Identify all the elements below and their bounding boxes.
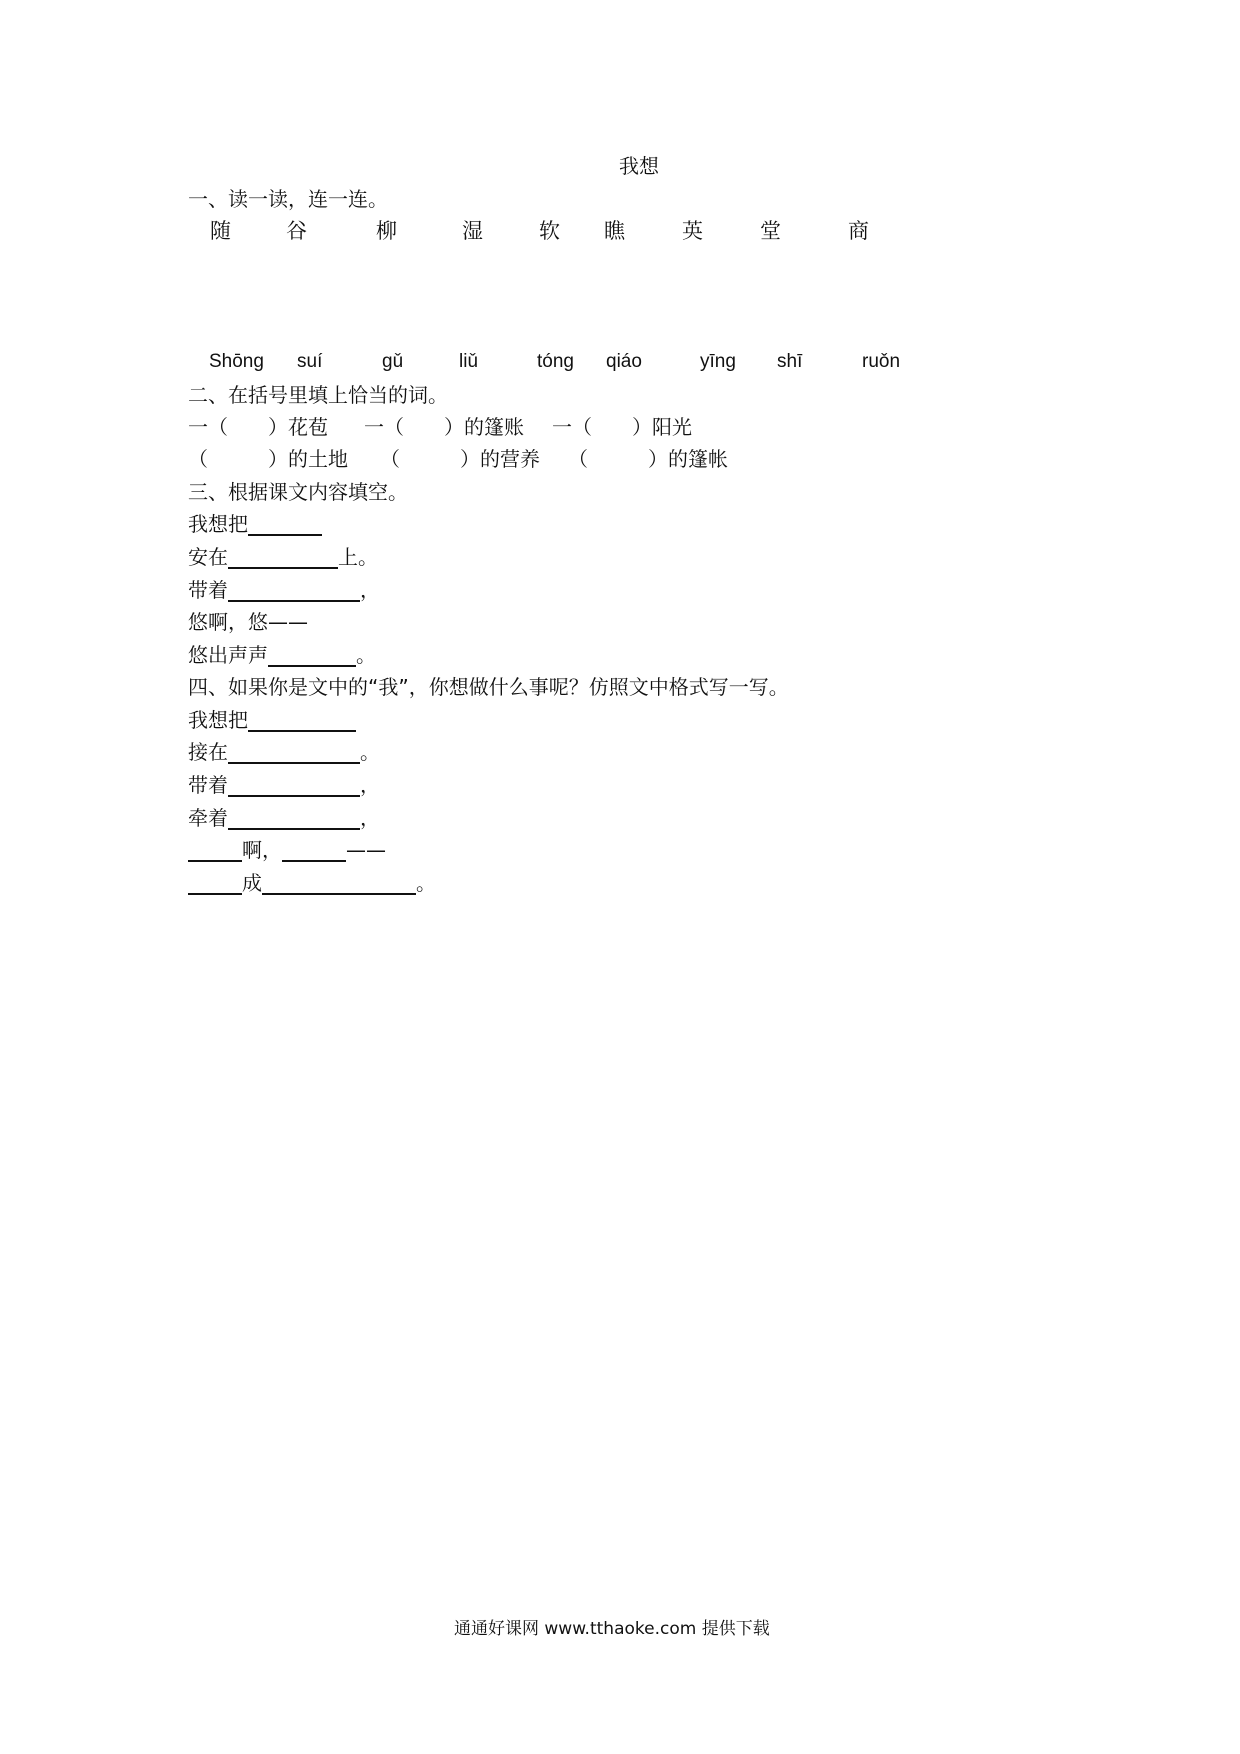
- pinyin: tóng: [537, 351, 574, 372]
- pinyin: liǔ: [459, 351, 479, 372]
- fill-item: （ ）的营养: [380, 447, 540, 471]
- pinyin: qiáo: [606, 351, 642, 372]
- answer-blank[interactable]: [188, 873, 242, 895]
- answer-blank[interactable]: [248, 514, 322, 536]
- fill-item: 一（ ）花苞: [188, 415, 328, 439]
- fill-row-2: [188, 447, 788, 471]
- character: 英: [682, 219, 703, 243]
- line-text: 牵着: [188, 806, 228, 830]
- answer-blank[interactable]: [188, 840, 242, 862]
- section4-heading: 四、如果你是文中的“我”，你想做什么事呢？仿照文中格式写一写。: [188, 675, 789, 699]
- character: 谷: [286, 219, 307, 243]
- fill-line: [188, 545, 378, 569]
- fill-item: 一（ ）阳光: [552, 415, 692, 439]
- answer-blank[interactable]: [248, 710, 356, 732]
- pinyin: Shōng: [209, 351, 264, 372]
- fill-line: [188, 740, 380, 764]
- character: 软: [539, 219, 560, 243]
- character: 商: [848, 219, 869, 243]
- pinyin: gǔ: [382, 351, 404, 372]
- fill-row-1: [188, 415, 788, 439]
- line-text: 带着: [188, 773, 228, 797]
- fill-line: [188, 610, 308, 634]
- section2-heading: 二、在括号里填上恰当的词。: [188, 383, 448, 407]
- line-text: ，: [360, 806, 380, 830]
- fill-line: [188, 838, 386, 862]
- answer-blank[interactable]: [228, 547, 338, 569]
- fill-line: [188, 708, 356, 732]
- character: 柳: [376, 219, 397, 243]
- fill-item: 一（ ）的篷账: [364, 415, 524, 439]
- line-text: 。: [416, 871, 436, 895]
- line-text: ，: [360, 578, 380, 602]
- line-text: 安在: [188, 545, 228, 569]
- line-text: 悠出声声: [188, 643, 268, 667]
- line-text: 。: [356, 643, 376, 667]
- fill-line: [188, 806, 380, 830]
- line-text: 啊，: [242, 838, 282, 862]
- answer-blank[interactable]: [228, 742, 360, 764]
- footer-credit: 通通好课网 www.tthaoke.com 提供下载: [454, 1619, 770, 1639]
- character: 堂: [760, 219, 781, 243]
- line-text: ，: [360, 773, 380, 797]
- line-text: 我想把: [188, 708, 248, 732]
- fill-item: （ ）的土地: [188, 447, 348, 471]
- line-text: 成: [242, 871, 262, 895]
- fill-item: （ ）的篷帐: [568, 447, 728, 471]
- character: 随: [210, 219, 231, 243]
- line-text: 我想把: [188, 512, 248, 536]
- pinyin: yīng: [700, 351, 736, 372]
- answer-blank[interactable]: [262, 873, 416, 895]
- line-text: 悠啊，悠——: [188, 610, 308, 634]
- fill-line: [188, 643, 376, 667]
- fill-line: [188, 578, 380, 602]
- line-text: 。: [360, 740, 380, 764]
- answer-blank[interactable]: [228, 775, 360, 797]
- pinyin: ruǒn: [862, 351, 901, 372]
- line-text: 接在: [188, 740, 228, 764]
- line-text: 带着: [188, 578, 228, 602]
- character: 湿: [462, 219, 483, 243]
- pinyin: shī: [777, 351, 803, 372]
- answer-blank[interactable]: [228, 808, 360, 830]
- section1-heading: 一、读一读，连一连。: [188, 187, 388, 211]
- fill-line: [188, 871, 436, 895]
- answer-blank[interactable]: [228, 580, 360, 602]
- pinyin: suí: [297, 351, 323, 372]
- section3-heading: 三、根据课文内容填空。: [188, 480, 408, 504]
- fill-line: [188, 773, 380, 797]
- line-text: ——: [346, 838, 386, 862]
- page-title: 我想: [619, 154, 659, 178]
- character: 瞧: [604, 219, 625, 243]
- answer-blank[interactable]: [268, 645, 356, 667]
- answer-blank[interactable]: [282, 840, 346, 862]
- fill-line: [188, 512, 322, 536]
- line-text: 上。: [338, 545, 378, 569]
